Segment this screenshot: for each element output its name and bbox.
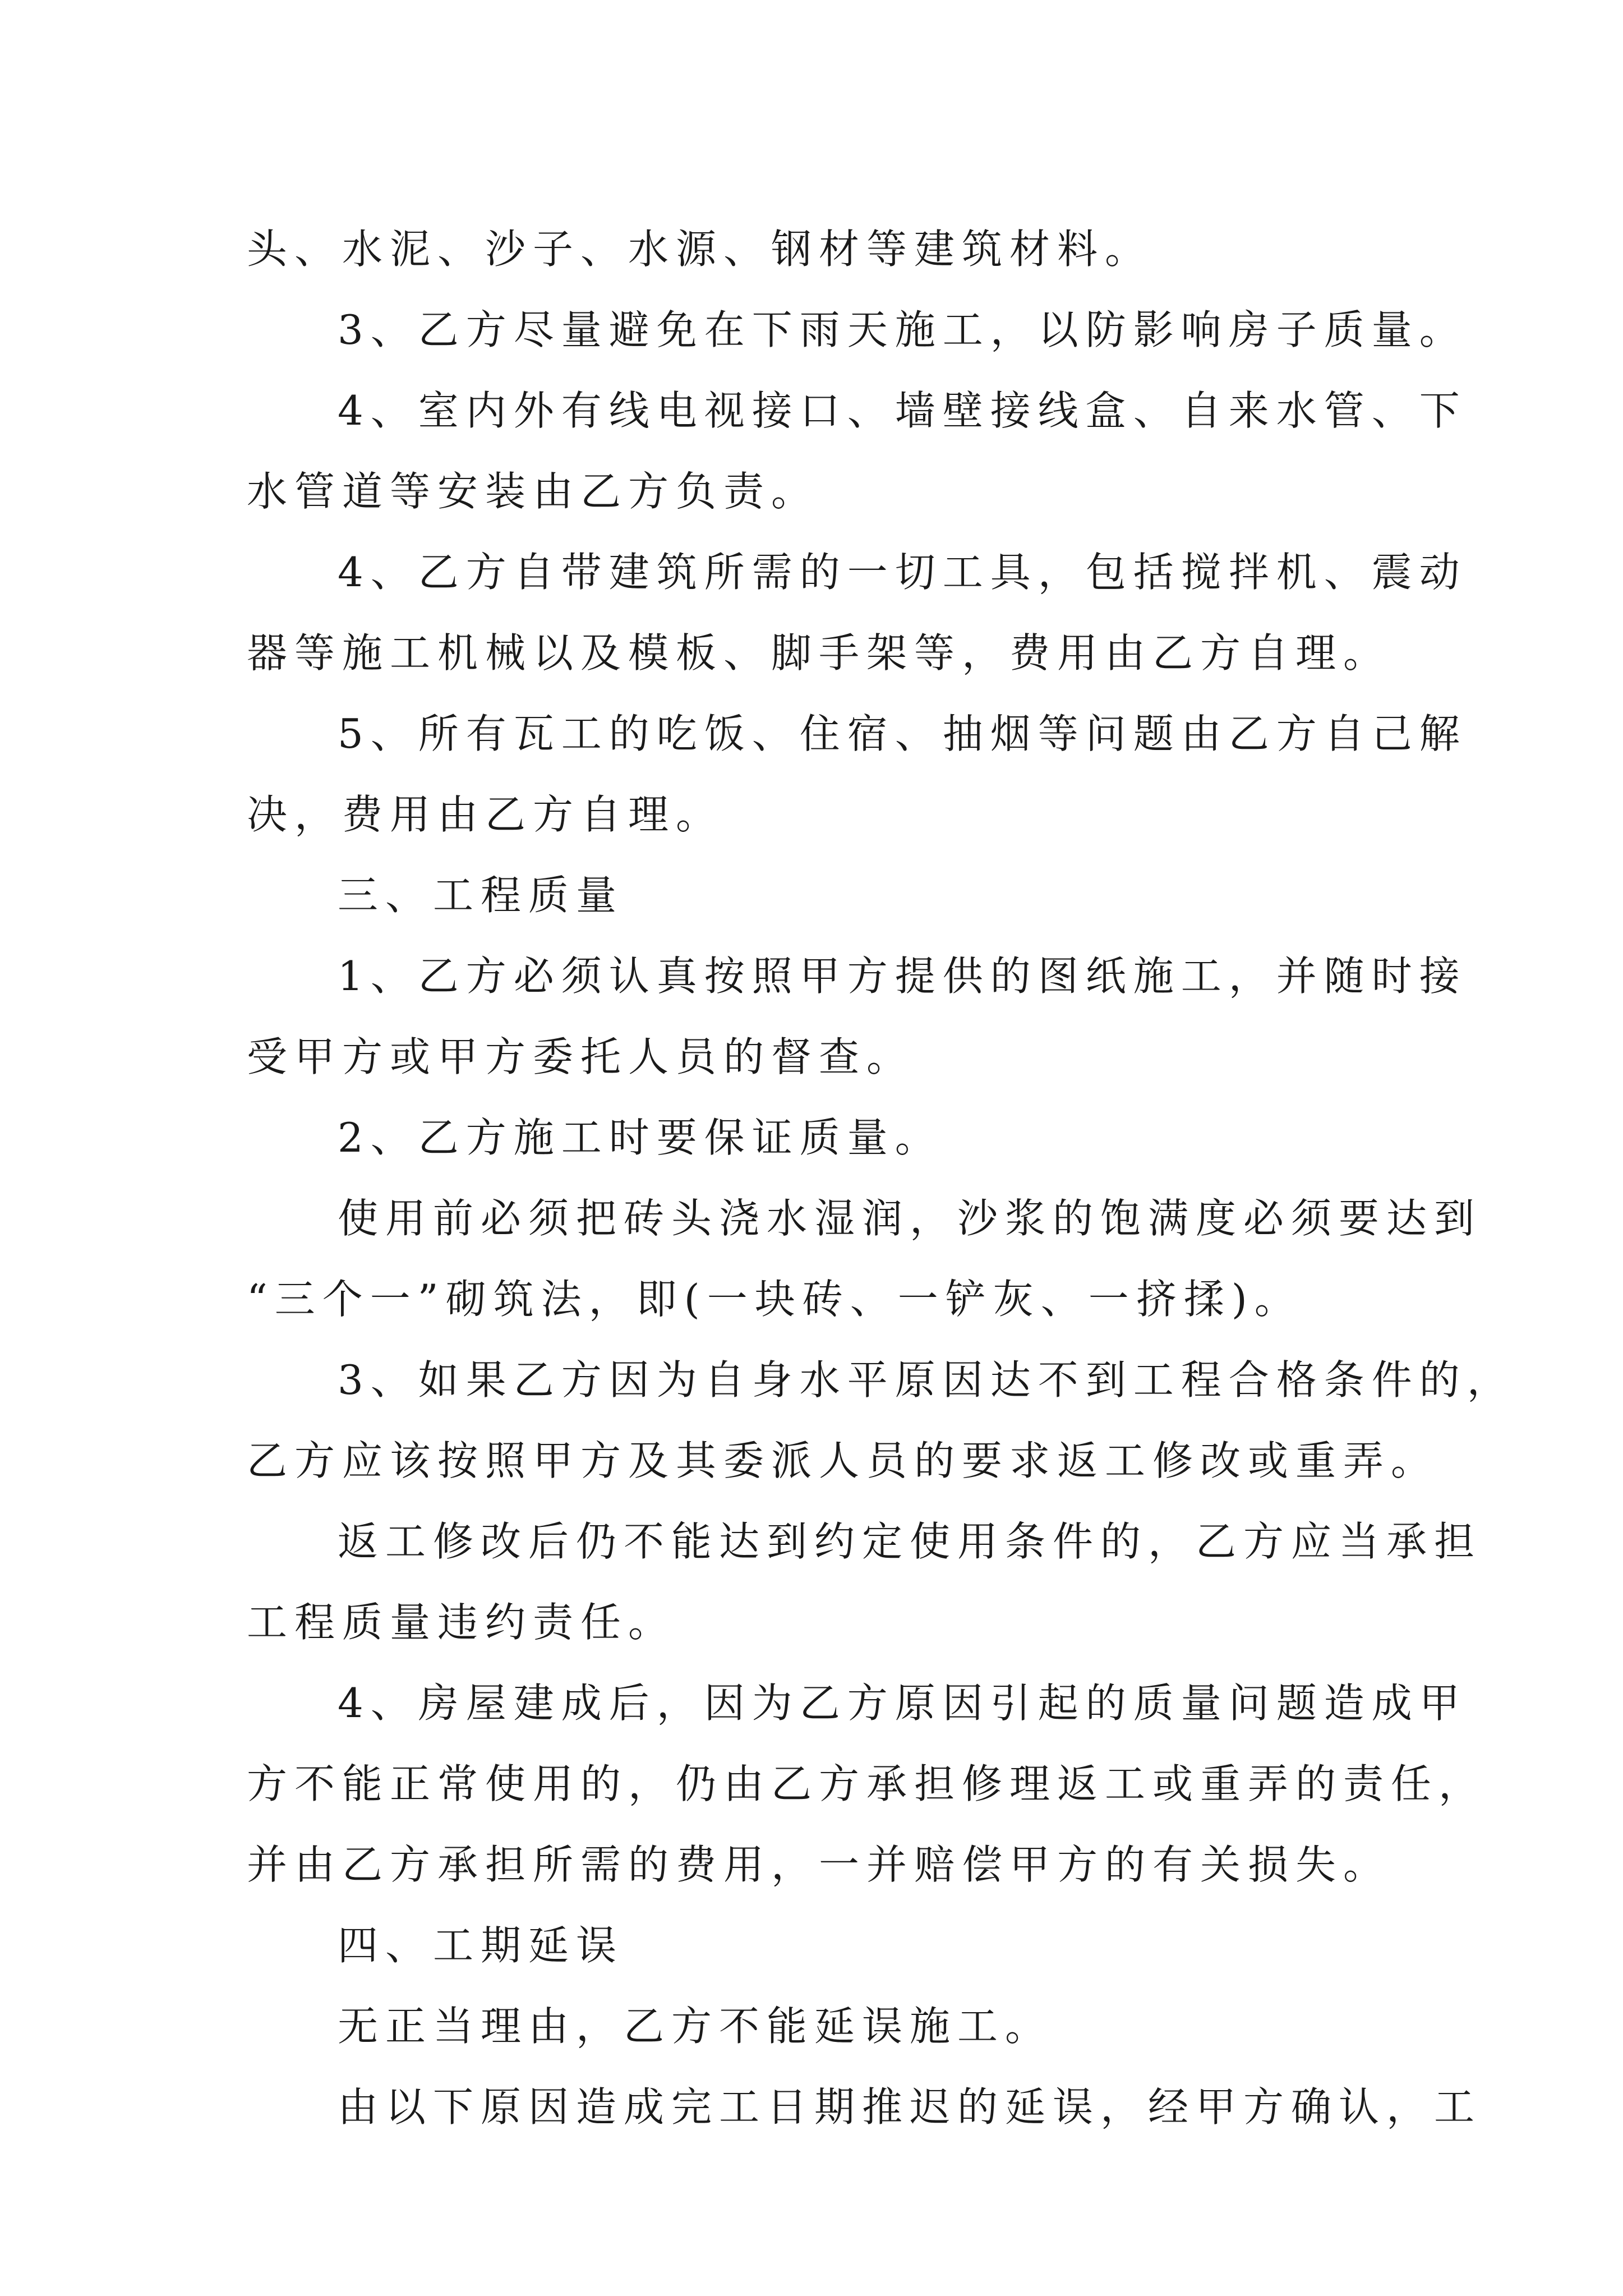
section-heading: 四、工期延误 (338, 1922, 624, 1969)
text-line: 由以下原因造成完工日期推迟的延误，经甲方确认，工 (338, 2083, 1482, 2131)
text-line: 器等施工机械以及模板、脚手架等，费用由乙方自理。 (247, 629, 1391, 677)
text-line: 方不能正常使用的，仍由乙方承担修理返工或重弄的责任， (247, 1760, 1487, 1807)
text-line: 无正当理由，乙方不能延误施工。 (338, 2003, 1053, 2050)
text-line: 并由乙方承担所需的费用，一并赔偿甲方的有关损失。 (247, 1841, 1391, 1888)
text-line: 头、水泥、沙子、水源、钢材等建筑材料。 (247, 226, 1153, 273)
text-line: 3、如果乙方因为自身水平原因达不到工程合格条件的， (338, 1356, 1515, 1404)
text-line: 5、所有瓦工的吃饭、住宿、抽烟等问题由乙方自己解 (338, 710, 1467, 757)
text-line: 3、乙方尽量避免在下雨天施工，以防影响房子质量。 (338, 306, 1467, 353)
text-line: 1、乙方必须认真按照甲方提供的图纸施工，并随时接 (338, 953, 1467, 1000)
section-heading: 三、工程质量 (338, 872, 624, 919)
document-body (247, 209, 1515, 2147)
text-line: 使用前必须把砖头浇水湿润，沙浆的饱满度必须要达到 (338, 1195, 1482, 1242)
text-line: 4、室内外有线电视接口、墙壁接线盒、自来水管、下 (338, 387, 1467, 434)
text-line: 工程质量违约责任。 (247, 1599, 676, 1646)
text-line: “三个一”砌筑法，即(一块砖、一铲灰、一挤揉)。 (247, 1276, 1302, 1323)
text-line: 2、乙方施工时要保证质量。 (338, 1114, 943, 1161)
text-line: 受甲方或甲方委托人员的督查。 (247, 1033, 915, 1080)
text-line: 水管道等安装由乙方负责。 (247, 468, 819, 515)
text-line: 4、乙方自带建筑所需的一切工具，包括搅拌机、震动 (338, 549, 1467, 596)
text-line: 决，费用由乙方自理。 (247, 791, 724, 838)
text-line: 乙方应该按照甲方及其委派人员的要求返工修改或重弄。 (247, 1437, 1439, 1484)
text-line: 返工修改后仍不能达到约定使用条件的，乙方应当承担 (338, 1518, 1482, 1565)
text-line: 4、房屋建成后，因为乙方原因引起的质量问题造成甲 (338, 1680, 1467, 1727)
